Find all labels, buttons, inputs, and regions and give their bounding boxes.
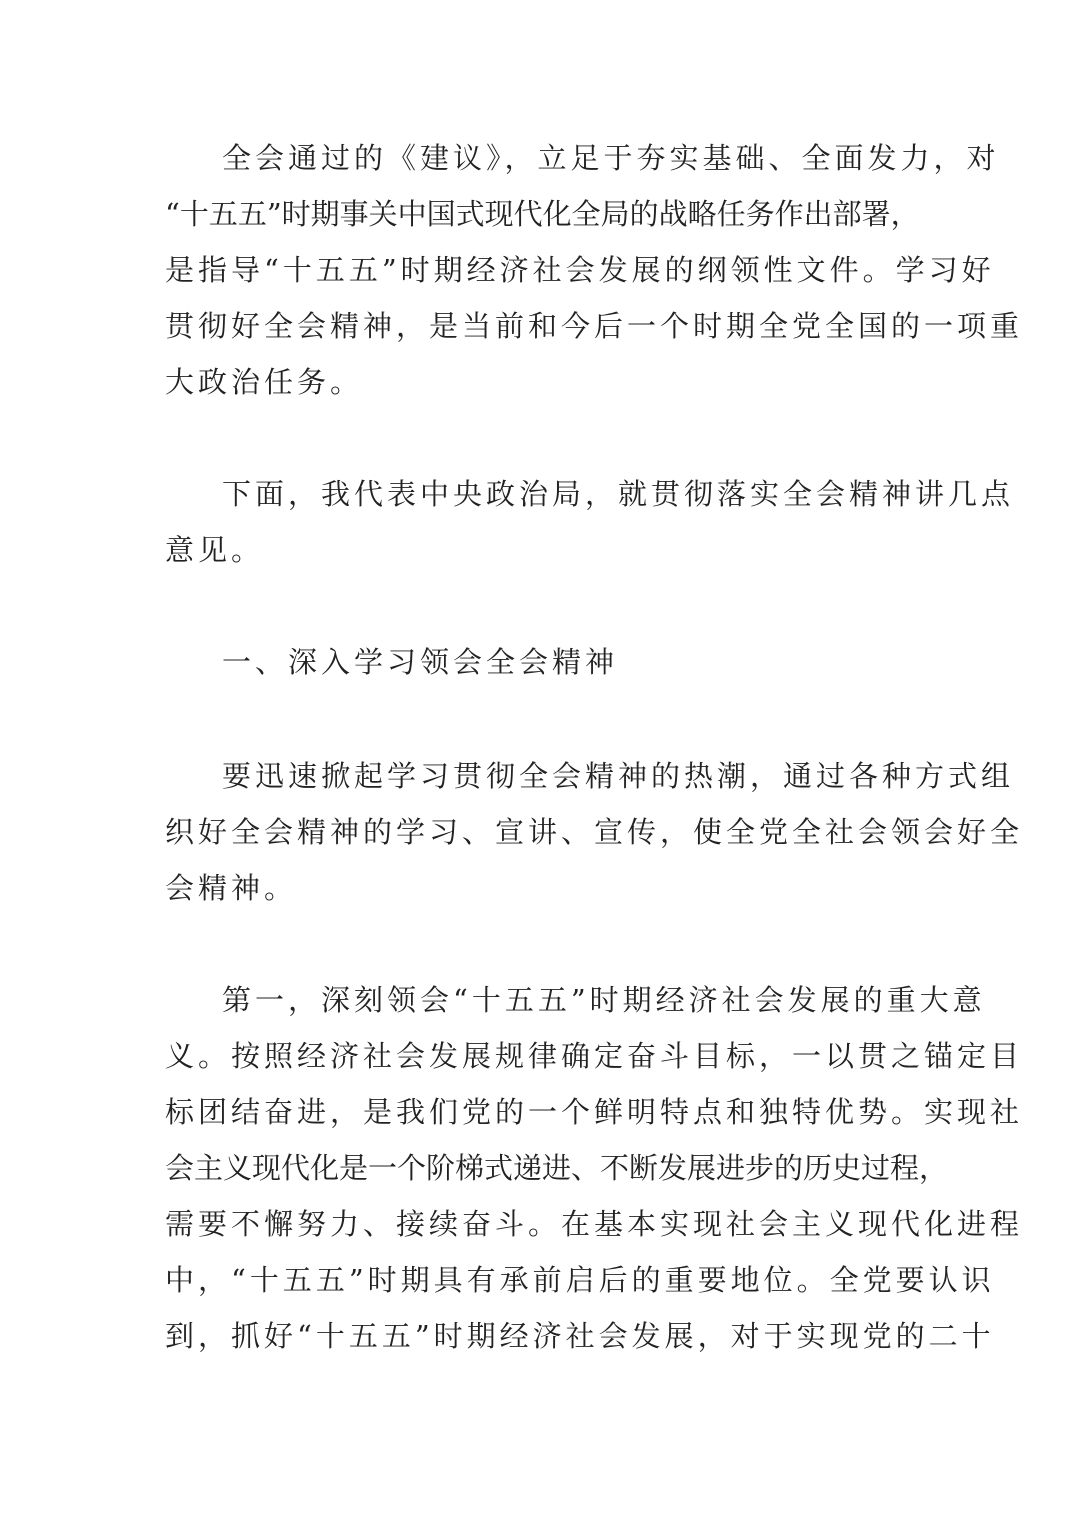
paragraph-1-line-2: “十五五”时期事关中国式现代化全局的战略任务作出部署， <box>165 197 920 231</box>
paragraph-1-line-5: 大政治任务。 <box>165 365 364 399</box>
paragraph-1-line-3: 是指导“十五五”时期经济社会发展的纲领性文件。学习好 <box>165 253 995 287</box>
paragraph-1-line-4: 贯彻好全会精神，是当前和今后一个时期全党全国的一项重 <box>165 309 1024 343</box>
paragraph-4-line-7: 到，抓好“十五五”时期经济社会发展，对于实现党的二十 <box>165 1319 995 1353</box>
section-heading-1: 一、深入学习领会全会精神 <box>222 645 619 679</box>
paragraph-3-line-1: 要迅速掀起学习贯彻全会精神的热潮，通过各种方式组 <box>222 759 1015 793</box>
paragraph-2-line-1: 下面，我代表中央政治局，就贯彻落实全会精神讲几点 <box>222 477 1015 511</box>
paragraph-2-line-2: 意见。 <box>165 533 265 567</box>
paragraph-4-line-1: 第一，深刻领会“十五五”时期经济社会发展的重大意 <box>222 983 986 1017</box>
paragraph-4-line-4: 会主义现代化是一个阶梯式递进、不断发展进步的历史过程， <box>165 1151 949 1185</box>
paragraph-3-line-2: 织好全会精神的学习、宣讲、宣传，使全党全社会领会好全 <box>165 815 1024 849</box>
paragraph-3-line-3: 会精神。 <box>165 871 298 905</box>
paragraph-4-line-2: 义。按照经济社会发展规律确定奋斗目标，一以贯之锚定目 <box>165 1039 1024 1073</box>
paragraph-4-line-6: 中，“十五五”时期具有承前启后的重要地位。全党要认识 <box>165 1263 995 1297</box>
paragraph-4-line-3: 标团结奋进，是我们党的一个鲜明特点和独特优势。实现社 <box>165 1095 1024 1129</box>
paragraph-4-line-5: 需要不懈努力、接续奋斗。在基本实现社会主义现代化进程 <box>165 1207 1024 1241</box>
paragraph-1-line-1: 全会通过的《建议》，立足于夯实基础、全面发力，对 <box>222 141 1000 175</box>
